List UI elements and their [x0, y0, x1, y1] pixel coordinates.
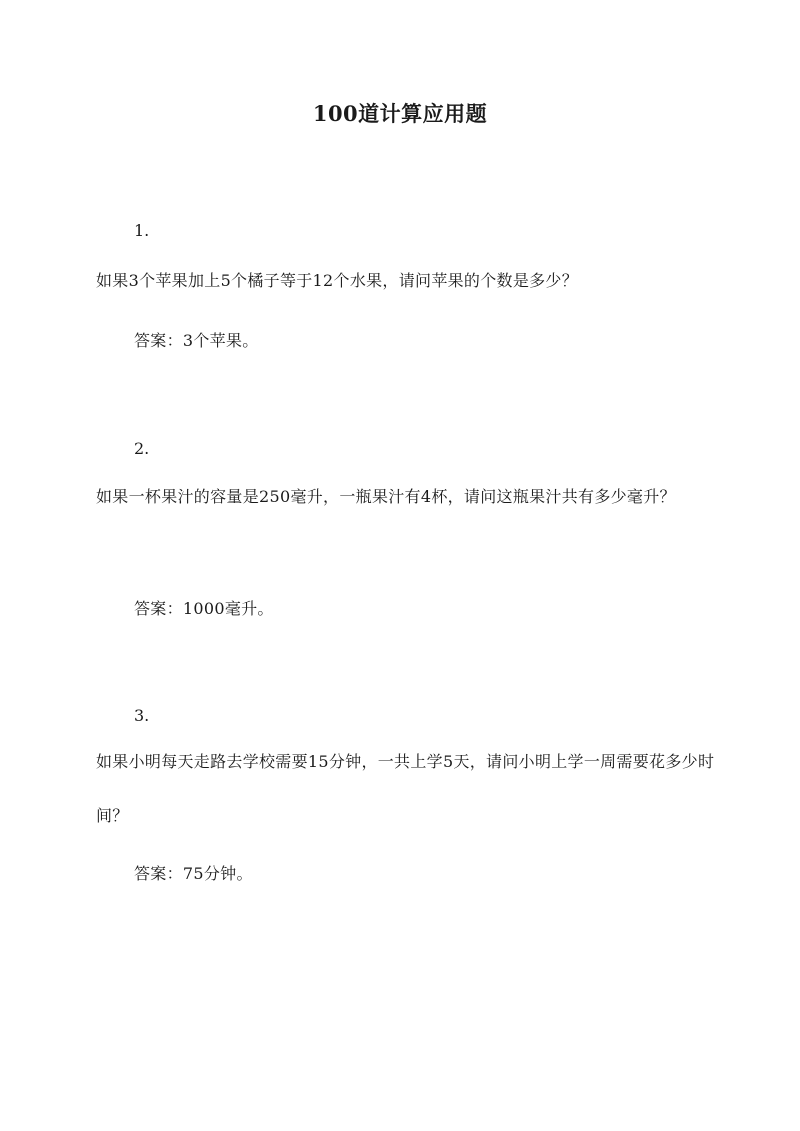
problem-2-answer: 答案：1000毫升。 — [134, 599, 274, 618]
problem-1-answer: 答案：3个苹果。 — [134, 331, 259, 350]
problem-3-number: 3. — [134, 706, 150, 725]
problem-2-question: 如果一杯果汁的容量是250毫升，一瓶果汁有4杯，请问这瓶果汁共有多少毫升？ — [96, 487, 676, 506]
problem-2-number: 2. — [134, 439, 150, 458]
problem-1-question: 如果3个苹果加上5个橘子等于12个水果，请问苹果的个数是多少？ — [96, 271, 579, 290]
problem-3-answer: 答案：75分钟。 — [134, 864, 253, 883]
problem-3-question: 如果小明每天走路去学校需要15分钟，一共上学5天，请问小明上学一周需要花多少时间？ — [96, 752, 715, 825]
problem-1-number: 1. — [134, 221, 150, 240]
page-title: 100道计算应用题 — [312, 101, 488, 126]
